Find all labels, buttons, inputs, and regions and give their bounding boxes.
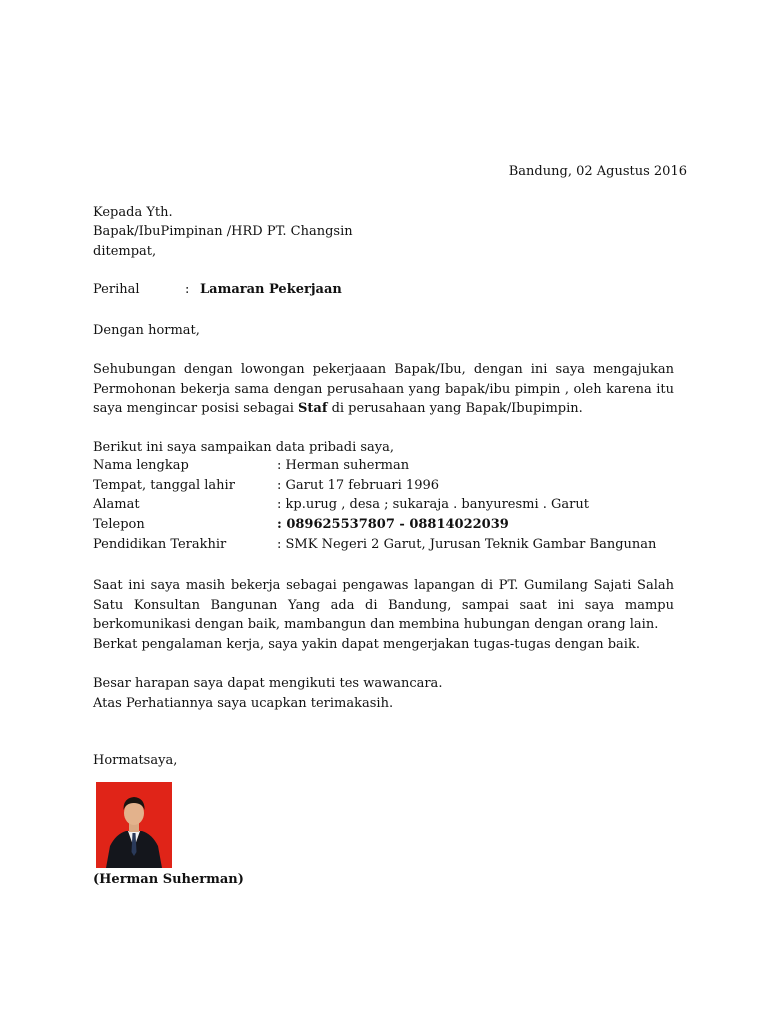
person-photo-icon [96,782,172,868]
data-label: Tempat, tanggal lahir [93,478,235,493]
applicant-photo [96,782,172,868]
intro-text-2: di perusahaan yang Bapak/Ibupimpin. [327,401,583,417]
recipient-line-1: Kepada Yth. [93,205,173,220]
intro-paragraph [93,360,674,419]
subject-label: Perihal [93,282,140,297]
data-value: : Herman suherman [277,458,410,473]
recipient-line-3: ditempat, [93,244,157,259]
data-label: Alamat [93,497,140,512]
recipient-line-2: Bapak/IbuPimpinan /HRD PT. Changsin [93,224,353,239]
personal-data-intro: Berikut ini saya sampaikan data pribadi saya, [93,440,395,455]
closing: Hormatsaya, [93,753,178,768]
data-value: : Garut 17 februari 1996 [277,478,440,493]
data-value: : kp.urug , desa ; sukaraja . banyuresmi . Garut [277,497,589,512]
data-label: Pendidikan Terakhir [93,537,227,552]
data-label: Telepon [93,517,145,532]
subject-colon: : [185,282,190,297]
greeting: Dengan hormat, [93,323,200,338]
data-value: : 089625537807 - 08814022039 [277,517,509,532]
experience-paragraph [93,576,674,654]
experience-last-line: Berkat pengalaman kerja, saya yakin dapat mengerjakan tugas-tugas dengan baik. [93,636,640,652]
data-label: Nama lengkap [93,458,189,473]
intro-text-1: Sehubungan dengan lowongan pekerjaaan Bapak/Ibu, dengan ini saya mengajukan Permohonan bekerja sama dengan perusahaan yang bapak/ibu pimpin , oleh karena itu saya mengincar posisi sebagai [93,362,674,417]
experience-text: Saat ini saya masih bekerja sebagai pengawas lapangan di PT. Gumilang Sajati Salah Satu Konsultan Bangunan Yang ada di Bandung, sampai saat ini saya mampu berkomunikasi dengan baik, mambangun dan membina hubungan dengan orang lain. [93,578,674,633]
subject-value: Lamaran Pekerjaan [200,282,342,297]
letter-date: Bandung, 02 Agustus 2016 [508,164,687,179]
data-value: : SMK Negeri 2 Garut, Jurusan Teknik Gambar Bangunan [277,537,657,552]
signer-name: (Herman Suherman) [93,872,244,887]
position-name: Staf [298,401,328,417]
thanks-line: Atas Perhatiannya saya ucapkan terimakasih. [93,696,394,711]
hope-line: Besar harapan saya dapat mengikuti tes wawancara. [93,676,443,691]
